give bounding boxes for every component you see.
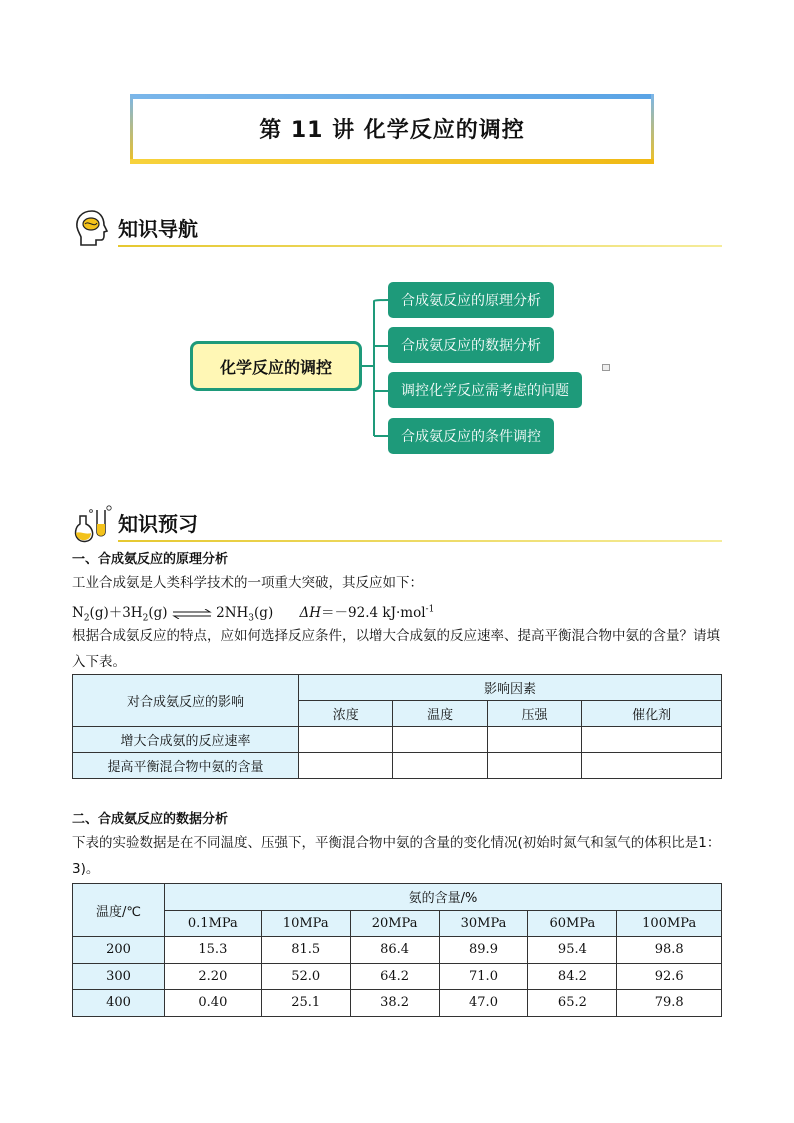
table-col-header: 催化剂 bbox=[582, 701, 722, 727]
table-cell: 2.20 bbox=[165, 963, 262, 990]
section-header-label: 知识预习 bbox=[118, 512, 198, 536]
section-header-rule bbox=[118, 245, 722, 247]
banner-bottom-bar bbox=[130, 159, 654, 164]
section1-question: 根据合成氨反应的特点，应如何选择反应条件，以增大合成氨的反应速率、提高平衡混合物中氨的含量？请填入下表。 bbox=[72, 628, 720, 670]
table-row bbox=[73, 937, 722, 964]
eq-text: (g)＋3H bbox=[89, 605, 143, 621]
eq-nh3: 2NH bbox=[216, 605, 249, 621]
table-cell: 84.2 bbox=[528, 963, 617, 990]
factor-table bbox=[72, 674, 722, 779]
table-col-header: 10MPa bbox=[261, 910, 350, 937]
mindmap-branch: 合成氨反应的条件调控 bbox=[388, 418, 554, 454]
table-cell: 64.2 bbox=[350, 963, 439, 990]
section1-heading: 一、合成氨反应的原理分析 bbox=[72, 552, 229, 567]
answer-cell[interactable] bbox=[393, 727, 487, 753]
table-cell: 65.2 bbox=[528, 990, 617, 1017]
table-cell: 92.6 bbox=[617, 963, 722, 990]
eq-n2: N bbox=[72, 605, 84, 621]
section-header-preview bbox=[72, 502, 722, 542]
table-cell: 79.8 bbox=[617, 990, 722, 1017]
section1-intro: 工业合成氨是人类科学技术的一项重大突破，其反应如下： bbox=[72, 575, 423, 591]
table-row bbox=[73, 990, 722, 1017]
eq-sub: 2 bbox=[83, 613, 90, 624]
answer-cell[interactable] bbox=[487, 753, 581, 779]
section2-intro: 下表的实验数据是在不同温度、压强下，平衡混合物中氨的含量的变化情况(初始时氮气和氢气的体积比是1：3)。 bbox=[72, 835, 721, 877]
mindmap-branch: 调控化学反应需考虑的问题 bbox=[388, 372, 582, 408]
row-temperature: 200 bbox=[73, 937, 165, 964]
section-header-rule bbox=[118, 540, 722, 542]
table-col-header: 浓度 bbox=[299, 701, 393, 727]
table-cell: 47.0 bbox=[439, 990, 528, 1017]
mindmap-branch: 合成氨反应的数据分析 bbox=[388, 327, 554, 363]
table-col-header: 60MPa bbox=[528, 910, 617, 937]
table-col-header: 100MPa bbox=[617, 910, 722, 937]
table-cell: 81.5 bbox=[261, 937, 350, 964]
anchor-marker bbox=[602, 364, 610, 371]
brain-head-icon bbox=[72, 207, 114, 249]
page-title: 第 11 讲 化学反应的调控 bbox=[259, 118, 525, 143]
answer-cell[interactable] bbox=[299, 727, 393, 753]
eq-text: (g) bbox=[148, 605, 168, 621]
eq-sub: 3 bbox=[248, 613, 255, 624]
reaction-equation bbox=[72, 601, 434, 624]
table-cell: 89.9 bbox=[439, 937, 528, 964]
table-cell: 15.3 bbox=[165, 937, 262, 964]
eq-text: ＝－92.4 kJ·mol bbox=[321, 605, 426, 621]
table-cell: 95.4 bbox=[528, 937, 617, 964]
flask-icon bbox=[72, 502, 114, 544]
table-cell: 25.1 bbox=[261, 990, 350, 1017]
section-header-navigation bbox=[72, 207, 722, 247]
table-corner-cell: 对合成氨反应的影响 bbox=[73, 675, 299, 727]
eq-delta-h: ΔH bbox=[299, 605, 322, 621]
table-col-header: 温度 bbox=[393, 701, 487, 727]
banner-top-bar bbox=[130, 94, 654, 99]
eq-sup: -1 bbox=[425, 604, 435, 615]
section2-heading: 二、合成氨反应的数据分析 bbox=[72, 812, 229, 827]
mindmap-branch: 合成氨反应的原理分析 bbox=[388, 282, 554, 318]
row-temperature: 300 bbox=[73, 963, 165, 990]
eq-text: (g) bbox=[254, 605, 274, 621]
ammonia-content-table bbox=[72, 883, 722, 1017]
answer-cell[interactable] bbox=[582, 727, 722, 753]
answer-cell[interactable] bbox=[582, 753, 722, 779]
reversible-arrow-icon bbox=[172, 609, 212, 619]
section-header-label: 知识导航 bbox=[118, 217, 198, 241]
table-col-header: 压强 bbox=[487, 701, 581, 727]
table-row-header: 增大合成氨的反应速率 bbox=[73, 727, 299, 753]
table-col-header: 20MPa bbox=[350, 910, 439, 937]
table-cell: 52.0 bbox=[261, 963, 350, 990]
table-cell: 0.40 bbox=[165, 990, 262, 1017]
table-cell: 71.0 bbox=[439, 963, 528, 990]
table-col-header: 30MPa bbox=[439, 910, 528, 937]
answer-cell[interactable] bbox=[393, 753, 487, 779]
eq-sub: 2 bbox=[142, 613, 149, 624]
table-col-header: 0.1MPa bbox=[165, 910, 262, 937]
answer-cell[interactable] bbox=[299, 753, 393, 779]
table-group-header: 氨的含量/% bbox=[165, 884, 722, 911]
title-banner bbox=[130, 94, 654, 164]
table-row-header: 提高平衡混合物中氨的含量 bbox=[73, 753, 299, 779]
mindmap-root: 化学反应的调控 bbox=[190, 341, 362, 391]
table-row bbox=[73, 963, 722, 990]
table-corner-cell: 温度/℃ bbox=[73, 884, 165, 937]
table-cell: 38.2 bbox=[350, 990, 439, 1017]
answer-cell[interactable] bbox=[487, 727, 581, 753]
table-group-header: 影响因素 bbox=[299, 675, 722, 701]
row-temperature: 400 bbox=[73, 990, 165, 1017]
table-cell: 86.4 bbox=[350, 937, 439, 964]
table-cell: 98.8 bbox=[617, 937, 722, 964]
